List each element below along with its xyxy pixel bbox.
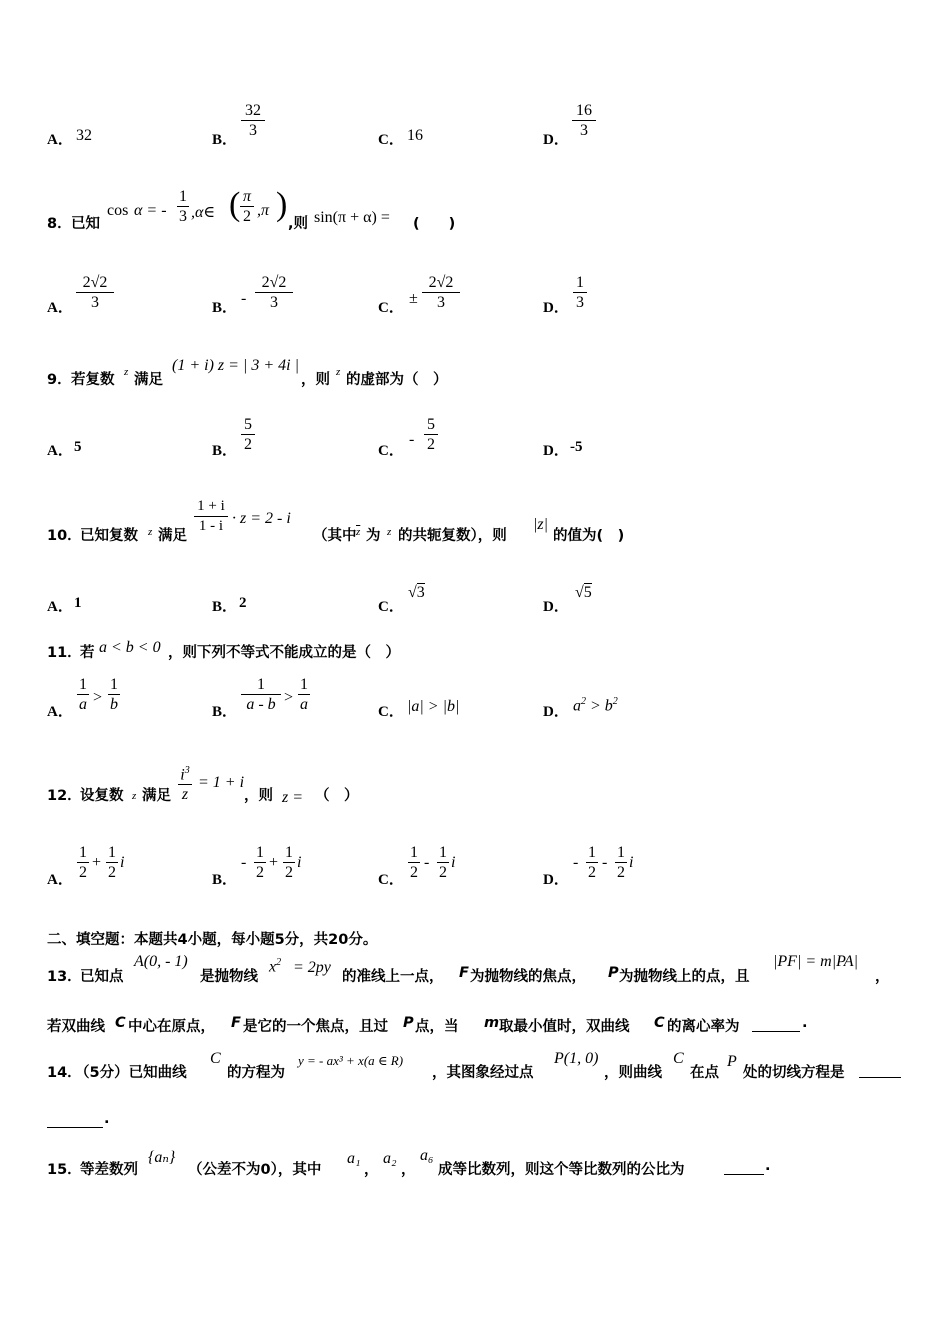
q9-stem-c: ，则 xyxy=(301,372,330,388)
q12-z-eq: z = xyxy=(282,789,304,806)
q9-option-b-fraction: 5 2 xyxy=(241,415,255,454)
q8-option-a-fraction: 2√2 3 xyxy=(76,273,114,312)
q13-line2-b: 中心在原点， xyxy=(128,1019,215,1035)
q12-option-d-frac1: 1 2 xyxy=(588,844,596,881)
q7-option-d-label: D． xyxy=(543,132,569,148)
q8-option-c-fraction: 2√2 3 xyxy=(422,273,460,312)
q7-option-b-fraction: 32 3 xyxy=(241,101,265,140)
q13-line2-f: 的离心率为 xyxy=(667,1019,740,1035)
q14-end: . xyxy=(104,1111,110,1127)
q11-option-a-gt: > xyxy=(93,689,103,706)
q14-P: P xyxy=(727,1053,737,1070)
q11-option-c-label: C． xyxy=(378,704,404,720)
q7-option-c-label: C． xyxy=(378,132,404,148)
q12-stem-d: （ ） xyxy=(315,788,359,804)
q9-option-d-value: -5 xyxy=(570,439,583,455)
q9-stem-d: 的虚部为（ ） xyxy=(346,372,448,388)
q12-option-d-label: D． xyxy=(543,872,569,888)
q12-option-b-i: i xyxy=(297,854,302,871)
q8-math-cos: cos xyxy=(107,202,129,219)
q15-a6: a₆ xyxy=(420,1147,434,1164)
q8-math-sin: sin(π + α) = xyxy=(314,209,390,226)
q8-frac-pi-half: π 2 xyxy=(240,187,254,226)
q10-option-a-label: A． xyxy=(47,599,73,615)
q12-var-z: z xyxy=(132,790,137,802)
q15-comma-2: ， xyxy=(401,1162,416,1178)
q15-comma-1: ， xyxy=(364,1162,379,1178)
q9-option-b-label: B． xyxy=(212,443,238,459)
q12-stem-a: 设复数 xyxy=(80,788,124,804)
q13-answer-blank[interactable] xyxy=(752,1030,800,1032)
q13-end: . xyxy=(802,1015,808,1031)
q11-stem-a: 若 xyxy=(80,645,95,661)
q12-option-a-i: i xyxy=(120,854,125,871)
q8-paren-right: ) xyxy=(276,186,288,223)
q12-option-a-frac2: 1 2 xyxy=(108,844,116,881)
q10-stem-e: 的共轭复数），则 xyxy=(398,528,507,544)
q13-parabola-rhs: = 2py xyxy=(293,959,331,976)
q8-option-d-label: D． xyxy=(543,300,569,316)
q14-t5: 在点 xyxy=(690,1065,719,1081)
q13-line2-c: 是它的一个焦点，且过 xyxy=(243,1019,388,1035)
q10-fraction: 1 + i 1 - i xyxy=(194,497,228,536)
q10-option-d-sqrt: √5 xyxy=(575,584,592,601)
q9-stem-a: 若复数 xyxy=(71,372,115,388)
q15-number: 15． xyxy=(47,1162,82,1178)
q11-option-d-label: D． xyxy=(543,704,569,720)
q14-t2: 的方程为 xyxy=(227,1065,285,1081)
q8-interval-pi: ,π xyxy=(257,202,270,219)
q14-t6: 处的切线方程是 xyxy=(743,1065,845,1081)
q8-option-b-sign: - xyxy=(241,290,247,307)
q12-option-c-frac1: 1 2 xyxy=(410,844,418,881)
q12-option-b-plus: + xyxy=(269,854,279,871)
q10-option-b-label: B． xyxy=(212,599,238,615)
q7-option-c-value: 16 xyxy=(407,127,423,144)
q13-t3: 的准线上一点， xyxy=(342,969,444,985)
q12-option-a-label: A． xyxy=(47,872,73,888)
q13-F2: F xyxy=(231,1015,241,1031)
q13-P: P xyxy=(608,965,619,981)
q13-t6: ， xyxy=(875,969,890,985)
q14-t4: ，则曲线 xyxy=(604,1065,662,1081)
q15-seq: {aₙ} xyxy=(148,1149,176,1166)
q9-option-c-fraction: 5 2 xyxy=(424,415,438,454)
q12-option-b-frac1: 1 2 xyxy=(256,844,264,881)
q13-t2: 是抛物线 xyxy=(200,969,258,985)
q14-C2: C xyxy=(673,1050,684,1067)
q10-stem-a: 已知复数 xyxy=(80,528,138,544)
q12-fraction: $i^3$ z xyxy=(178,761,192,804)
q12-option-c-frac2: 1 2 xyxy=(439,844,447,881)
q8-option-c-label: C． xyxy=(378,300,404,316)
q9-option-a-value: 5 xyxy=(74,439,82,455)
q8-stem-end: ( ) xyxy=(413,216,456,232)
q11-option-a-frac2: 1 b xyxy=(110,676,118,713)
q11-option-b-frac2: 1 a xyxy=(300,676,308,713)
q10-abs-z: |z| xyxy=(533,516,549,533)
q12-option-a-plus: + xyxy=(92,854,102,871)
q13-F: F xyxy=(459,965,469,981)
q10-equation-rest: · z = 2 - i xyxy=(232,510,291,527)
q12-option-d-minus2: - xyxy=(602,854,608,871)
q14-number: 14． xyxy=(47,1065,82,1081)
q11-stem-b: ，则下列不等式不能成立的是（ ） xyxy=(168,645,400,661)
q15-answer-blank[interactable] xyxy=(724,1173,764,1175)
q10-option-c-label: C． xyxy=(378,599,404,615)
q11-number: 11． xyxy=(47,645,82,661)
q11-option-a-frac1: 1 a xyxy=(79,676,87,713)
q8-math-alpha: α = - xyxy=(134,202,167,219)
q10-stem-c: （其中 xyxy=(313,528,357,544)
q10-option-b-value: 2 xyxy=(239,595,247,611)
q13-line2-e: 取最小值时，双曲线 xyxy=(499,1019,630,1035)
q12-option-c-label: C． xyxy=(378,872,404,888)
q15-a1: a₁ xyxy=(347,1150,361,1167)
q7-option-d-fraction: 16 3 xyxy=(572,101,596,140)
q14-t3: ，其图象经过点 xyxy=(432,1065,534,1081)
q13-parabola-x: $x^2$ xyxy=(269,957,282,976)
q11-option-d-value: $a^2 > b^2$ xyxy=(573,696,618,715)
q10-stem-f: 的值为( ) xyxy=(553,528,625,544)
q8-option-a-label: A． xyxy=(47,300,73,316)
q10-var-z: z xyxy=(148,526,153,538)
q11-option-b-frac1: 1 a - b xyxy=(241,675,281,714)
q9-option-c-label: C． xyxy=(378,443,404,459)
q8-stem-mid: ,则 xyxy=(288,216,309,232)
q13-ratio: |PF| = m|PA| xyxy=(773,953,858,970)
q9-option-d-label: D． xyxy=(543,443,569,459)
q9-option-c-sign: - xyxy=(409,431,415,448)
q13-m: m xyxy=(484,1015,500,1031)
section-2-title: 二、填空题：本题共4小题，每小题5分，共20分。 xyxy=(47,932,378,948)
q8-stem-pre: 已知 xyxy=(71,216,100,232)
q10-stem-b: 满足 xyxy=(158,528,187,544)
q12-option-b-label: B． xyxy=(212,872,238,888)
q14-t1: （5分）已知曲线 xyxy=(75,1065,187,1081)
q15-end: . xyxy=(765,1158,771,1174)
q12-option-b-frac2: 1 2 xyxy=(285,844,293,881)
q14-point: P(1, 0) xyxy=(554,1050,599,1067)
q9-number: 9． xyxy=(47,372,72,388)
q14-C: C xyxy=(210,1050,221,1067)
q7-option-b-label: B． xyxy=(212,132,238,148)
q10-option-d-label: D． xyxy=(543,599,569,615)
q9-var-z2: z xyxy=(336,366,341,378)
q8-option-b-fraction: 2√2 3 xyxy=(255,273,293,312)
q13-number: 13． xyxy=(47,969,82,985)
q9-equation: (1 + i) z = | 3 + 4i | xyxy=(172,357,299,374)
q15-t1: 等差数列 xyxy=(80,1162,138,1178)
q8-interval-open: ,α∈ xyxy=(191,204,216,221)
q10-var-z2: z xyxy=(387,526,392,538)
q10-stem-d: 为 xyxy=(366,528,381,544)
q13-point: A(0, - 1) xyxy=(134,953,188,970)
q11-option-b-label: B． xyxy=(212,704,238,720)
q12-equation-rest: = 1 + i xyxy=(198,774,245,791)
q12-stem-b: 满足 xyxy=(142,788,171,804)
q15-a2: a₂ xyxy=(383,1150,397,1167)
q8-option-d-fraction: 1 3 xyxy=(573,273,587,312)
q7-option-a-value: 32 xyxy=(76,127,92,144)
q8-paren-left: ( xyxy=(229,186,241,223)
q7-option-a-label: A． xyxy=(47,132,73,148)
q11-option-b-gt: > xyxy=(284,689,294,706)
q13-line2-d: 点，当 xyxy=(415,1019,459,1035)
q12-option-d-i: i xyxy=(629,854,634,871)
q8-frac-one-third: 1 3 xyxy=(179,188,187,225)
q13-P2: P xyxy=(403,1015,414,1031)
q12-option-b-minus: - xyxy=(241,854,247,871)
q15-t2: （公差不为0），其中 xyxy=(188,1162,322,1178)
q14-answer-blank-2[interactable] xyxy=(47,1126,103,1128)
q8-option-c-sign: ± xyxy=(409,290,418,307)
q14-answer-blank-1[interactable] xyxy=(859,1076,901,1078)
q9-stem-b: 满足 xyxy=(134,372,163,388)
q8-number: 8． xyxy=(47,216,72,232)
q12-option-c-minus: - xyxy=(424,854,430,871)
q12-number: 12． xyxy=(47,788,82,804)
q10-option-a-value: 1 xyxy=(74,595,82,611)
q9-var-z: z xyxy=(124,366,129,378)
q11-option-c-value: |a| > |b| xyxy=(407,698,460,715)
q8-option-b-label: B． xyxy=(212,300,238,316)
q15-t3: 成等比数列，则这个等比数列的公比为 xyxy=(438,1162,685,1178)
q12-option-d-frac2: 1 2 xyxy=(617,844,625,881)
q12-stem-c: ，则 xyxy=(244,788,273,804)
q9-option-a-label: A． xyxy=(47,443,73,459)
q13-t5: 为抛物线上的点，且 xyxy=(619,969,750,985)
q10-option-c-sqrt: √3 xyxy=(408,584,425,601)
q12-option-a-frac1: 1 2 xyxy=(79,844,87,881)
q13-t4: 为抛物线的焦点， xyxy=(470,969,586,985)
q12-option-d-minus: - xyxy=(573,854,579,871)
q13-C2: C xyxy=(654,1015,665,1031)
q10-var-zbar: $\overline{z}$ xyxy=(356,526,361,538)
q10-number: 10． xyxy=(47,528,82,544)
q13-t1: 已知点 xyxy=(80,969,124,985)
q13-line2-a: 若双曲线 xyxy=(47,1019,105,1035)
q11-option-a-label: A． xyxy=(47,704,73,720)
q13-C: C xyxy=(115,1015,126,1031)
q14-equation: y = - ax³ + x(a ∈ R) xyxy=(298,1053,404,1068)
q12-option-c-i: i xyxy=(451,854,456,871)
q11-condition: a < b < 0 xyxy=(99,639,161,656)
